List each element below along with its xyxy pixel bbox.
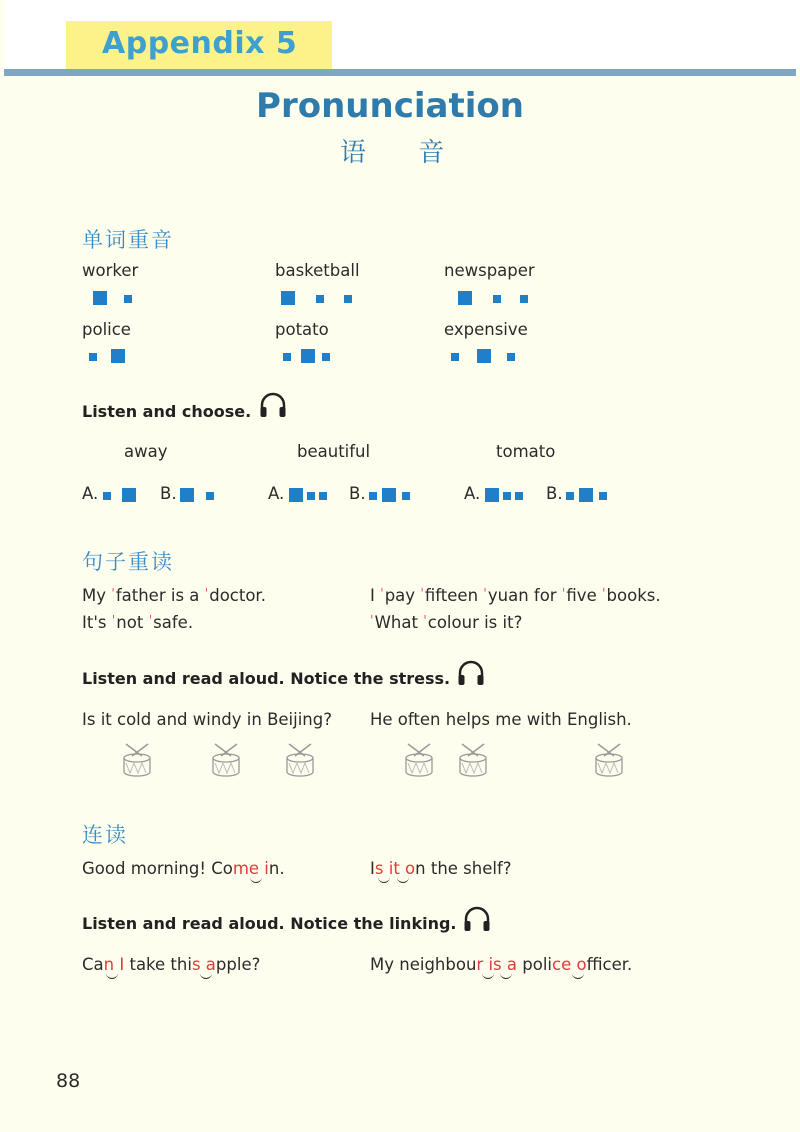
word-worker: worker [82,261,139,280]
stress-square-small [124,295,132,303]
text-part: pple? [215,955,261,974]
page-subtitle: 语 音 [340,138,467,168]
text-part: Ca [82,955,104,974]
stress-sentence-3 [370,586,661,605]
read-sentence-1: Is it cold and windy in Beijing? [82,710,332,729]
stress-square-big [111,349,125,363]
stress-square-big [281,291,295,305]
linked-sound: I [119,955,125,974]
stress-square-big [477,349,491,363]
text-part: What [374,613,424,632]
stress-mark: ˈ [561,587,566,602]
stress-mark: ˈ [148,614,153,629]
stress-square-small [369,492,377,500]
stress-square-small [206,492,214,500]
word-police: police [82,320,131,339]
stress-square-small [319,492,327,500]
stress-square-big [579,488,593,502]
drum-icon [120,742,154,778]
text-part: five [566,586,602,605]
linking-arc [397,876,409,883]
word-basketball: basketball [275,261,360,280]
stress-square-small [599,492,607,500]
word-newspaper: newspaper [444,261,535,280]
stress-mark: ˈ [601,587,606,602]
text-part: father is a [115,586,205,605]
word-potato: potato [275,320,329,339]
linked-sound: n [103,955,115,974]
text-part: n the shelf? [415,859,512,878]
stress-square-big [289,488,303,502]
text-part: My neighbou [370,955,477,974]
headphones-icon[interactable] [462,904,492,934]
stress-square-small [307,492,315,500]
text-part: pay [384,586,421,605]
text-part: I [370,586,381,605]
linked-sound: is [488,955,502,974]
stress-square-small [402,492,410,500]
linked-sound: a [205,955,216,974]
appendix-label: Appendix 5 [102,26,298,61]
text-part: colour is it? [427,613,523,632]
text-part: safe. [153,613,194,632]
sentence-stress-heading: 句子重读 [82,550,174,574]
text-part: n. [268,859,285,878]
option-a-label[interactable]: A. [464,484,481,503]
linked-sound: r [476,955,484,974]
text-part: I [370,859,375,878]
word-expensive: expensive [444,320,528,339]
text-part: books. [606,586,661,605]
word-stress-heading: 单词重音 [82,228,174,252]
choose-word-beautiful: beautiful [297,442,371,461]
text-part: poli [517,955,552,974]
listen-choose-instruction: Listen and choose. [82,402,252,421]
stress-square-small [103,492,111,500]
stress-square-small [344,295,352,303]
linked-sound: o [405,859,416,878]
headphones-icon[interactable] [258,390,288,420]
text-part: take thi [124,955,192,974]
stress-mark: ˈ [380,587,384,602]
stress-square-big [458,291,472,305]
text-part: fficer. [586,955,633,974]
linked-sound: me [232,859,260,878]
stress-mark: ˈ [423,614,427,629]
drum-icon [402,742,436,778]
linked-sound: s [191,955,201,974]
linking-arc [250,876,262,883]
linking-arc [200,972,212,979]
stress-square-small [322,353,330,361]
linking-arc [572,972,584,979]
stress-mark: ˈ [370,614,374,629]
drum-icon [592,742,626,778]
stress-square-small [566,492,574,500]
stress-square-big [122,488,136,502]
stress-square-small [515,492,523,500]
header-rule [4,69,796,76]
stress-square-big [382,488,396,502]
option-a-label[interactable]: A. [82,484,99,503]
linking-sentence-2 [370,859,512,878]
linked-sound: it [388,859,400,878]
text-part: My [82,586,112,605]
stress-mark: ˈ [483,587,487,602]
stress-square-small [520,295,528,303]
text-part: yuan for [487,586,562,605]
linking-heading: 连读 [82,823,128,847]
linking-arc [500,972,512,979]
stress-mark: ˈ [111,614,116,629]
linking-arc [482,972,494,979]
stress-square-big [485,488,499,502]
stress-square-small [316,295,324,303]
drum-icon [209,742,243,778]
stress-square-big [301,349,315,363]
linked-sound: ce [552,955,572,974]
page-number: 88 [56,1070,81,1092]
stress-square-small [283,353,291,361]
text-part: doctor. [209,586,266,605]
linked-sound: s [374,859,384,878]
page-title: Pronunciation [256,86,524,126]
stress-square-small [493,295,501,303]
linked-sound: a [506,955,518,974]
stress-mark: ˈ [204,587,209,602]
text-part: not [116,613,149,632]
choose-word-away: away [124,442,168,461]
stress-square-small [451,353,459,361]
stress-square-big [93,291,107,305]
linked-sound: o [576,955,587,974]
option-b-label[interactable]: B. [546,484,563,503]
option-b-label[interactable]: B. [160,484,177,503]
stress-sentence-4 [370,613,522,632]
headphones-icon[interactable] [456,658,486,688]
text-part: fifteen [424,586,484,605]
text-part: Good morning! Co [82,859,233,878]
read-sentence-2: He often helps me with English. [370,710,632,729]
stress-square-small [89,353,97,361]
linking-arc [378,876,390,883]
option-b-label[interactable]: B. [349,484,366,503]
stress-instruction: Listen and read aloud. Notice the stress. [82,669,451,688]
stress-square-small [503,492,511,500]
linked-sound: i [264,859,269,878]
text-part: It's [82,613,112,632]
drum-icon [283,742,317,778]
stress-sentence-1 [82,586,266,605]
linking-instruction: Listen and read aloud. Notice the linking. [82,914,457,933]
option-a-label[interactable]: A. [268,484,285,503]
linking-arc [106,972,118,979]
stress-mark: ˈ [420,587,424,602]
drum-icon [456,742,490,778]
stress-sentence-2 [82,613,193,632]
stress-mark: ˈ [111,587,115,602]
choose-word-tomato: tomato [496,442,556,461]
stress-square-big [180,488,194,502]
stress-square-small [507,353,515,361]
